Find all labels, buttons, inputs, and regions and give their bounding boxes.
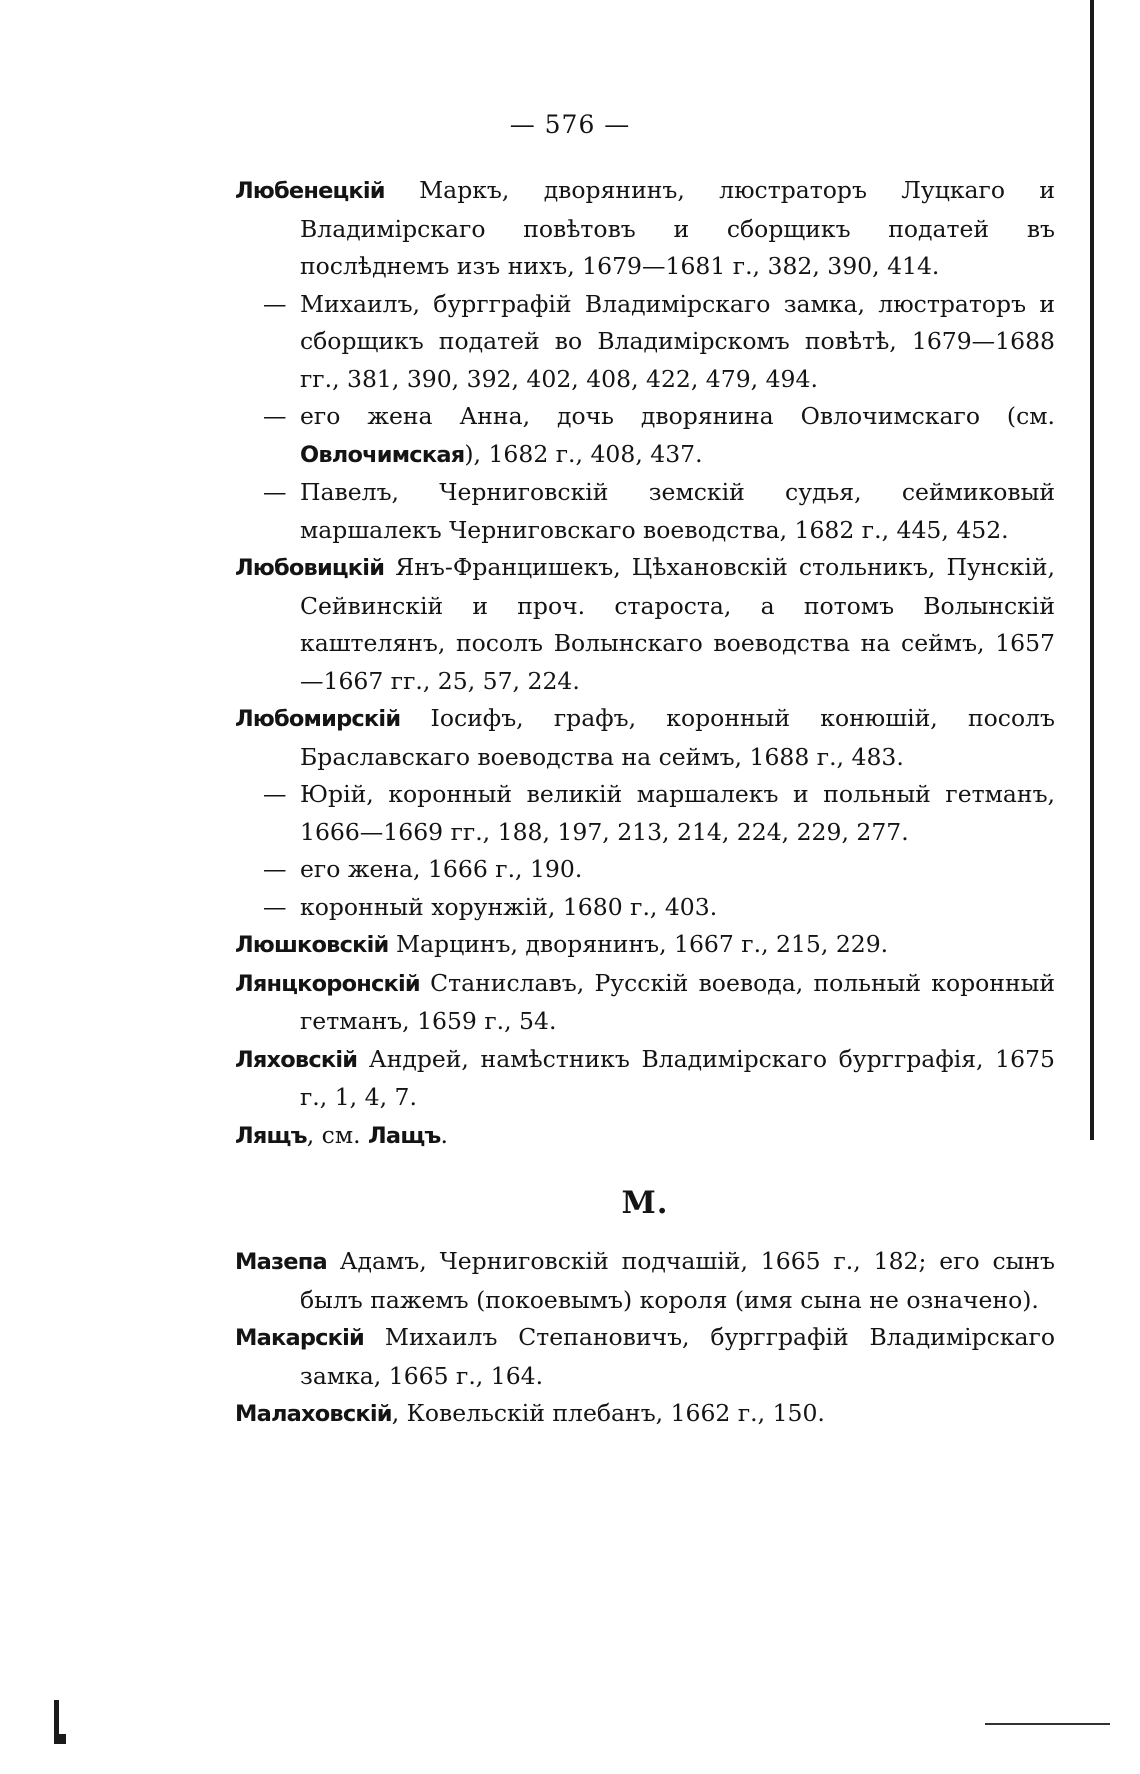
entry-name: Мазепа: [235, 1249, 327, 1275]
cross-reference: Овлочимская: [300, 441, 465, 468]
entry-name: Любенецкій: [235, 178, 385, 204]
entry-text: Станиславъ, Русскій воевода, польный коронный гетманъ, 1659 г., 54.: [300, 968, 1055, 1035]
entry-text: Михаилъ Степановичъ, бургграфій Владимірскаго замка, 1665 г., 164.: [300, 1323, 1055, 1390]
entry-name: Лянцкоронскій: [235, 970, 420, 997]
entry-lyantskoronskiy: [235, 965, 1055, 1041]
entry-lyashch: [235, 1117, 1055, 1156]
subentry-wife-anna: [235, 398, 1055, 474]
entry-text: , Ковельскій плебанъ, 1662 г., 150.: [391, 1399, 825, 1427]
index-text: [235, 172, 1055, 1434]
subentry-dash: —: [263, 402, 287, 430]
entry-name: Малаховскій: [235, 1401, 392, 1427]
entry-lyakhovskiy: [235, 1041, 1055, 1117]
page-edge-rule: [1090, 0, 1094, 1140]
entry-text: Маркъ, дворянинъ, люстраторъ Луцкаго и Владимірскаго повѣтовъ и сборщикъ податей въ послѣднемъ изъ нихъ, 1679—1681 г., 382, 390, 414.: [300, 176, 1055, 280]
entry-text: коронный хорунжій, 1680 г., 403.: [300, 892, 718, 921]
subentry-dash: —: [263, 855, 287, 883]
subentry-khorunzhiy: [235, 889, 1055, 927]
corner-mark: [54, 1700, 59, 1744]
subentry-dash: —: [263, 892, 287, 921]
entry-lyubomirskiy: [235, 700, 1055, 776]
entry-text: Адамъ, Черниговскій подчашій, 1665 г., 182; его сынъ былъ пажемъ (покоевымъ) короля (имя сына не означено).: [300, 1247, 1055, 1314]
entry-text: его жена Анна, дочь дворянина Овлочимскаго (см.: [300, 402, 1055, 430]
entry-text: Андрей, намѣстникъ Владимірскаго бургграфія, 1675 г., 1, 4, 7.: [300, 1044, 1055, 1111]
entry-malakhovskiy: [235, 1395, 1055, 1434]
subentry-mikhail: [235, 286, 1055, 399]
subentry-dash: —: [263, 289, 287, 318]
entry-mazepa: [235, 1243, 1055, 1319]
entry-text: Михаилъ, бургграфій Владимірскаго замка, люстраторъ и сборщикъ податей во Владимірскомъ повѣтѣ, 1679—1688 гг., 381, 390, 392, 402, 408, 422, 479, 494.: [300, 289, 1055, 393]
entry-text: .: [440, 1120, 448, 1149]
entry-lyubenetskiy-mark: [235, 172, 1055, 286]
entry-text: Іосифъ, графъ, коронный конюшій, посолъ Браславскаго воеводства на сеймъ, 1688 г., 483.: [300, 704, 1055, 771]
entry-text: Павелъ, Черниговскій земскій судья, сеймиковый маршалекъ Черниговскаго воеводства, 1682 г., 445, 452.: [300, 478, 1055, 544]
entry-text: Янъ-Францишекъ, Цѣхановскій стольникъ, Пунскій, Сейвинскій и проч. староста, а потомъ Волынскій каштелянъ, посолъ Волынскаго воеводства на сеймъ, 1657—1667 гг., 25, 57, 224.: [300, 553, 1055, 695]
cross-reference: Лащъ: [368, 1122, 441, 1149]
entry-name: Любовицкій: [235, 555, 385, 581]
subentry-wife: [235, 851, 1055, 889]
entry-text: Юрій, коронный великій маршалекъ и польный гетманъ, 1666—1669 гг., 188, 197, 213, 214, 224, 229, 277.: [300, 780, 1055, 846]
page-number: — 576 —: [509, 110, 631, 139]
entry-text: ), 1682 г., 408, 437.: [464, 439, 703, 468]
section-letter-m: М.: [621, 1185, 669, 1221]
entry-lyubovitskiy: [235, 549, 1055, 700]
entry-makarskiy: [235, 1319, 1055, 1395]
subentry-yuriy: [235, 776, 1055, 851]
subentry-dash: —: [263, 478, 287, 506]
entry-text: Марцинъ, дворянинъ, 1667 г., 215, 229.: [388, 930, 889, 958]
entry-text: его жена, 1666 г., 190.: [300, 855, 583, 883]
entry-name: Любомирскій: [235, 706, 401, 732]
entry-text: , см.: [306, 1120, 369, 1149]
subentry-pavel: [235, 474, 1055, 549]
entry-name: Макарскій: [235, 1325, 365, 1351]
bottom-rule: [985, 1723, 1110, 1725]
entry-name: Лящъ: [235, 1122, 307, 1149]
entry-lyushkovskiy: [235, 926, 1055, 965]
entry-name: Ляховскій: [235, 1046, 358, 1073]
entry-name: Люшковскій: [235, 932, 389, 958]
subentry-dash: —: [263, 780, 287, 808]
